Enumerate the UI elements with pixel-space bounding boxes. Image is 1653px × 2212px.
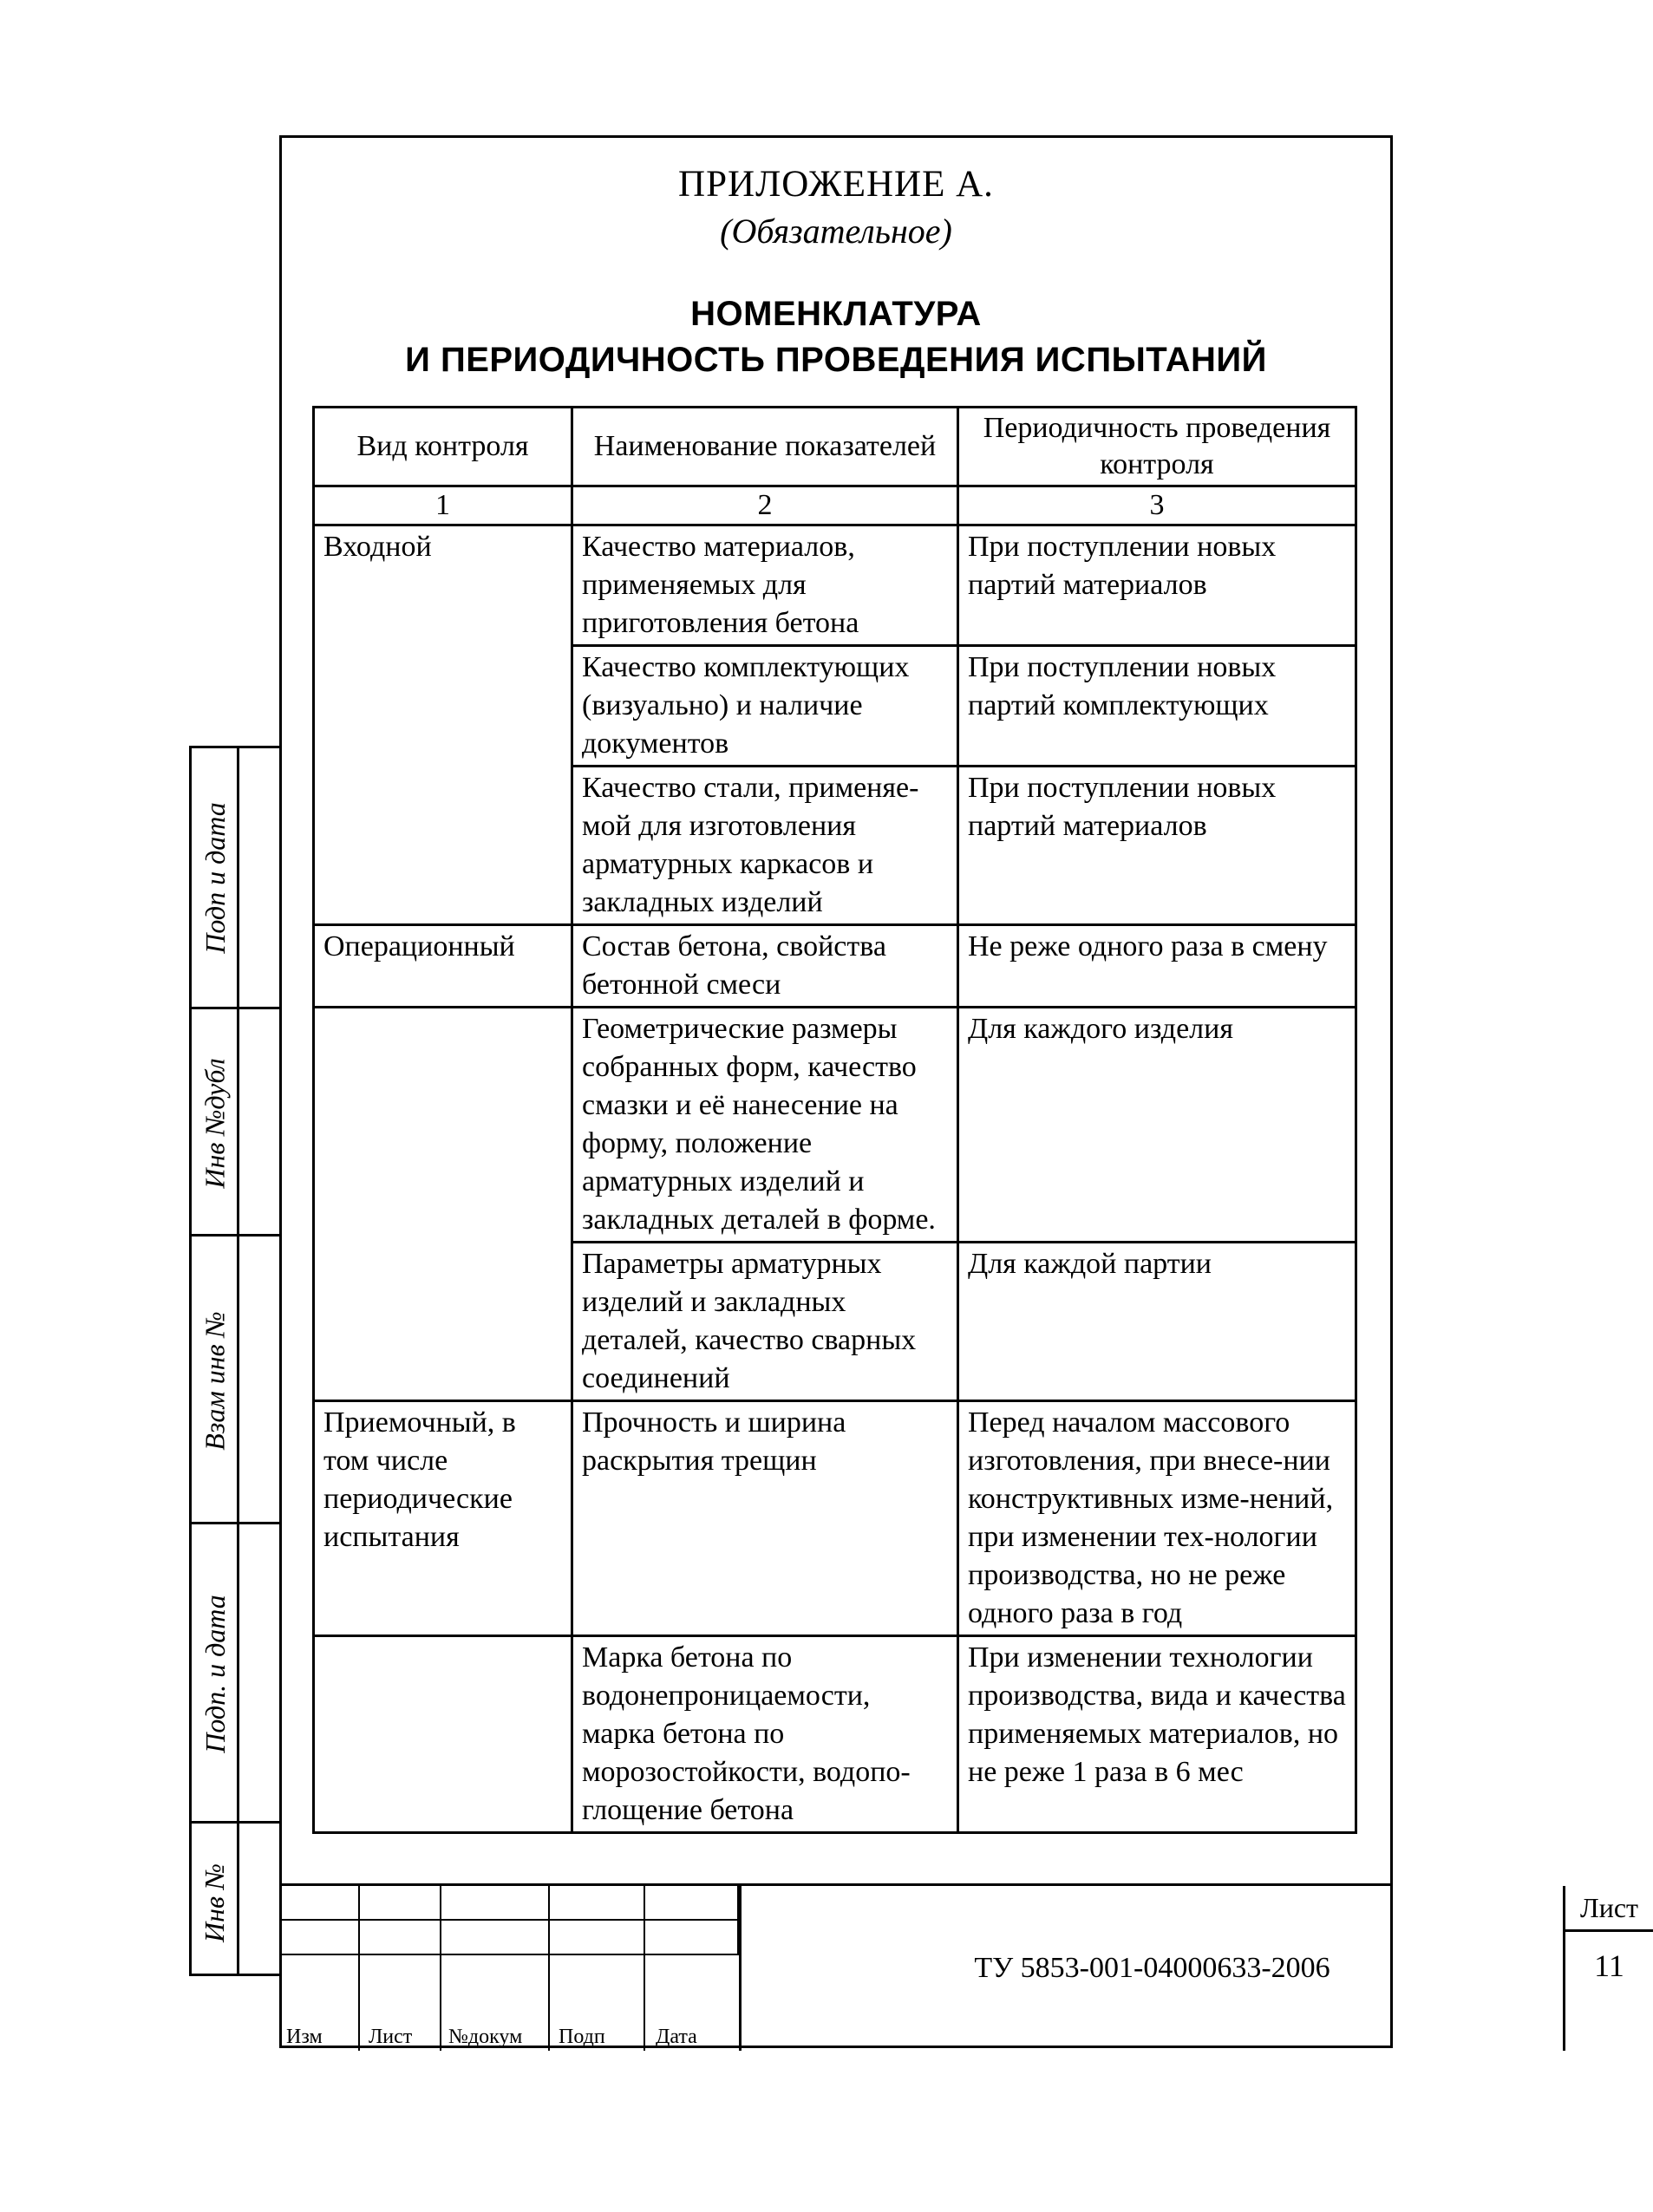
periodicity-cell: При поступлении новых партий материалов bbox=[958, 525, 1356, 646]
appendix-status: (Обязательное) bbox=[720, 212, 952, 251]
table-row bbox=[314, 525, 1356, 646]
sidebar-label-replace-inv: Взам инв № bbox=[199, 1310, 231, 1451]
column-number: 2 bbox=[572, 486, 958, 525]
indicator-cell: Марка бетона по водонепроницаемости, марка бетона по морозостойкости, водопо-глощение бетона bbox=[572, 1636, 958, 1833]
control-type-cell: Операционный bbox=[314, 925, 572, 1008]
stamp-col-date: Дата bbox=[656, 2026, 697, 2048]
sidebar-cell bbox=[192, 1522, 282, 1824]
sidebar-cell bbox=[192, 1234, 282, 1524]
periodicity-cell: При поступлении новых партий комплектующих bbox=[958, 646, 1356, 767]
column-number-row bbox=[314, 486, 1356, 525]
periodicity-cell: Не реже одного раза в смену bbox=[958, 925, 1356, 1008]
control-type-cell bbox=[314, 1008, 572, 1401]
table-row bbox=[314, 1636, 1356, 1833]
revision-grid bbox=[279, 1886, 739, 2051]
title-block bbox=[279, 1883, 1638, 2051]
indicator-cell: Прочность и ширина раскрытия трещин bbox=[572, 1401, 958, 1636]
indicator-cell: Качество комплектующих (визуально) и наличие документов bbox=[572, 646, 958, 767]
document-title-line-2: И ПЕРИОДИЧНОСТЬ ПРОВЕДЕНИЯ ИСПЫТАНИЙ bbox=[405, 341, 1267, 379]
stamp-col-change: Изм bbox=[286, 2026, 323, 2048]
indicator-cell: Параметры арматурных изделий и закладных деталей, качество сварных соединений bbox=[572, 1243, 958, 1401]
table-header-row bbox=[314, 408, 1356, 486]
sidebar-label-inv: Инв № bbox=[199, 1863, 231, 1942]
control-type-cell: Входной bbox=[314, 525, 572, 925]
periodicity-cell: При поступлении новых партий материалов bbox=[958, 767, 1356, 925]
column-header-indicators: Наименование показателей bbox=[572, 408, 958, 486]
table-row bbox=[314, 1401, 1356, 1636]
control-type-cell: Приемочный, в том числе периодические испытания bbox=[314, 1401, 572, 1636]
column-number: 1 bbox=[314, 486, 572, 525]
sidebar-label-dup-inv: Инв №дубл bbox=[199, 1057, 231, 1189]
binding-margin-stamp bbox=[189, 746, 279, 1976]
indicator-cell: Качество материалов, применяемых для приготовления бетона bbox=[572, 525, 958, 646]
sidebar-cell bbox=[192, 748, 282, 1007]
column-header-periodicity: Периодичность проведения контроля bbox=[958, 408, 1356, 486]
control-type-cell bbox=[314, 1636, 572, 1833]
table-row bbox=[314, 925, 1356, 1008]
sheet-box bbox=[1563, 1886, 1653, 2051]
appendix-title: ПРИЛОЖЕНИЕ А. bbox=[678, 164, 994, 205]
indicator-cell: Состав бетона, свойства бетонной смеси bbox=[572, 925, 958, 1008]
periodicity-cell: Для каждого изделия bbox=[958, 1008, 1356, 1243]
sidebar-cell bbox=[192, 1821, 282, 1981]
indicator-cell: Геометрические размеры собранных форм, качество смазки и её нанесение на форму, положение арматурных изделий и закладных деталей в форме. bbox=[572, 1008, 958, 1243]
tests-table bbox=[312, 406, 1357, 1834]
stamp-col-signature: Подп bbox=[559, 2026, 605, 2048]
document-title-line-1: НОМЕНКЛАТУРА bbox=[690, 295, 982, 333]
sidebar-cell bbox=[192, 1007, 282, 1237]
sheet-number: 11 bbox=[1594, 1948, 1624, 1983]
column-header-control-type: Вид контроля bbox=[314, 408, 572, 486]
stamp-col-sheet: Лист bbox=[369, 2026, 413, 2048]
sidebar-label-sign-date: Подп и дата bbox=[199, 801, 231, 954]
periodicity-cell: Для каждой партии bbox=[958, 1243, 1356, 1401]
stamp-col-doc-number: №докум bbox=[448, 2026, 523, 2048]
sheet-label: Лист bbox=[1565, 1886, 1653, 1932]
column-number: 3 bbox=[958, 486, 1356, 525]
document-code: ТУ 5853-001-04000633-2006 bbox=[739, 1886, 1563, 2051]
indicator-cell: Качество стали, применяе-мой для изготовления арматурных каркасов и закладных изделий bbox=[572, 767, 958, 925]
table-row bbox=[314, 1008, 1356, 1243]
periodicity-cell: Перед началом массового изготовления, при внесе-нии конструктивных изме-нений, при изменении тех-нологии производства, но не реже одного раза в год bbox=[958, 1401, 1356, 1636]
periodicity-cell: При изменении технологии производства, вида и качества применяемых материалов, но не реже 1 раза в 6 мес bbox=[958, 1636, 1356, 1833]
sidebar-label-sign-date-2: Подп. и дата bbox=[199, 1595, 231, 1753]
